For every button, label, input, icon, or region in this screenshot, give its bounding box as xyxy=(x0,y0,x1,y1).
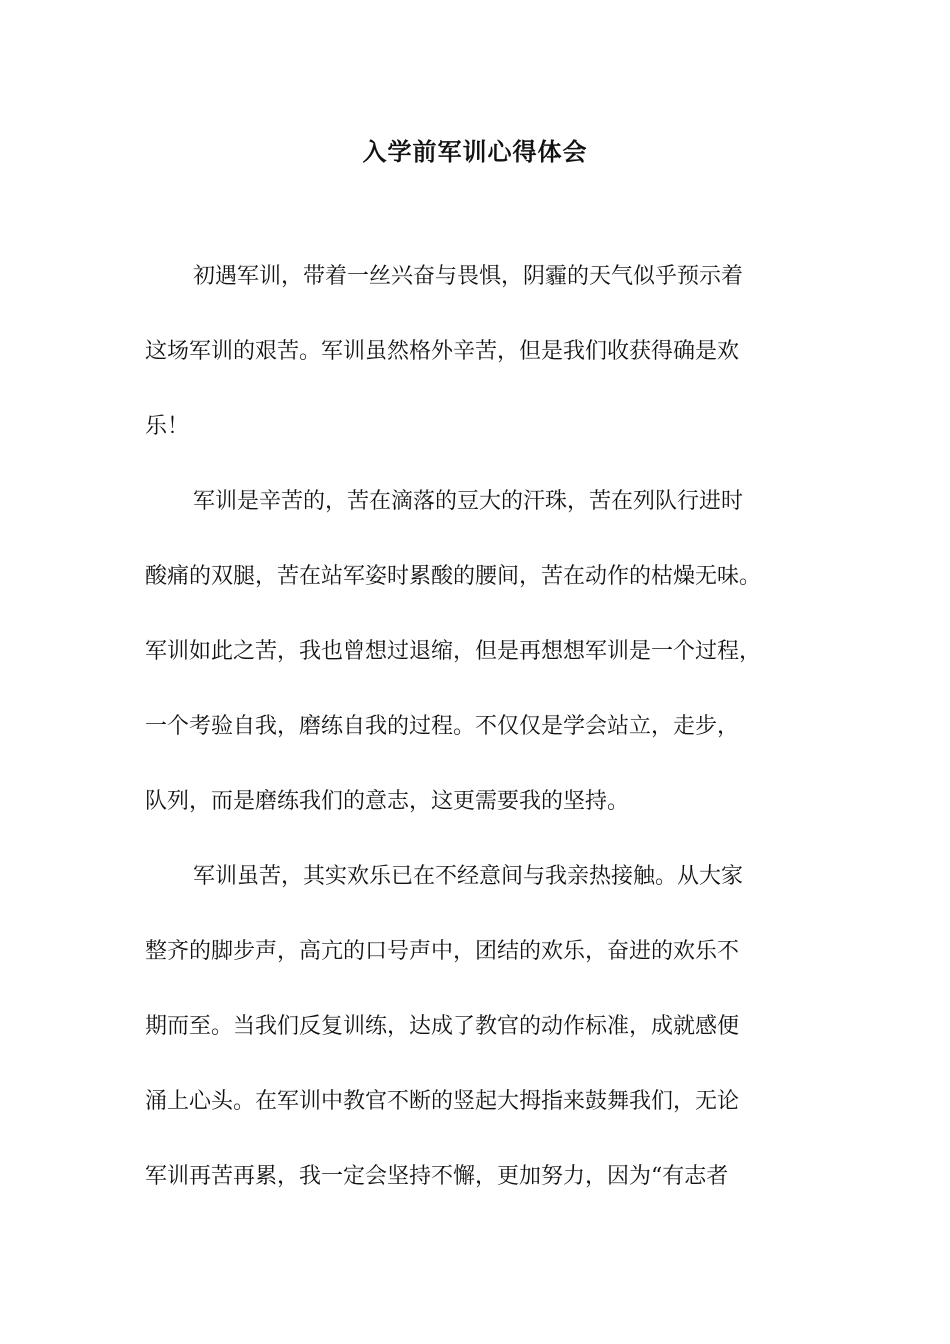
paragraph-3 xyxy=(145,857,825,1232)
document-title: 入学前军训心得体会 xyxy=(362,137,588,166)
document-body xyxy=(145,257,825,1232)
text-line: 队列，而是磨练我们的意志，这更需要我的坚持。 xyxy=(145,789,630,814)
text-line: 军训虽苦，其实欢乐已在不经意间与我亲热接触。从大家 xyxy=(193,864,744,889)
paragraph-2 xyxy=(145,482,825,857)
text-line: 军训是辛苦的，苦在滴落的豆大的汗珠，苦在列队行进时 xyxy=(193,489,744,514)
text-line: 军训再苦再累，我一定会坚持不懈，更加努力，因为“有志者 xyxy=(145,1164,729,1189)
text-line: 涌上心头。在军训中教官不断的竖起大拇指来鼓舞我们，无论 xyxy=(145,1089,740,1114)
text-line: 初遇军训，带着一丝兴奋与畏惧，阴霾的天气似乎预示着 xyxy=(193,264,744,289)
text-line: 酸痛的双腿，苦在站军姿时累酸的腰间，苦在动作的枯燥无味。 xyxy=(145,564,762,589)
text-line: 期而至。当我们反复训练，达成了教官的动作标准，成就感便 xyxy=(145,1014,740,1039)
text-line: 这场军训的艰苦。军训虽然格外辛苦，但是我们收获得确是欢 xyxy=(145,339,740,364)
text-line: 一个考验自我，磨练自我的过程。不仅仅是学会站立，走步， xyxy=(145,714,740,739)
text-line: 军训如此之苦，我也曾想过退缩，但是再想想军训是一个过程， xyxy=(145,639,762,664)
paragraph-1 xyxy=(145,257,825,482)
text-line: 整齐的脚步声，高亢的口号声中，团结的欢乐，奋进的欢乐不 xyxy=(145,939,740,964)
text-line: 乐！ xyxy=(145,414,190,439)
